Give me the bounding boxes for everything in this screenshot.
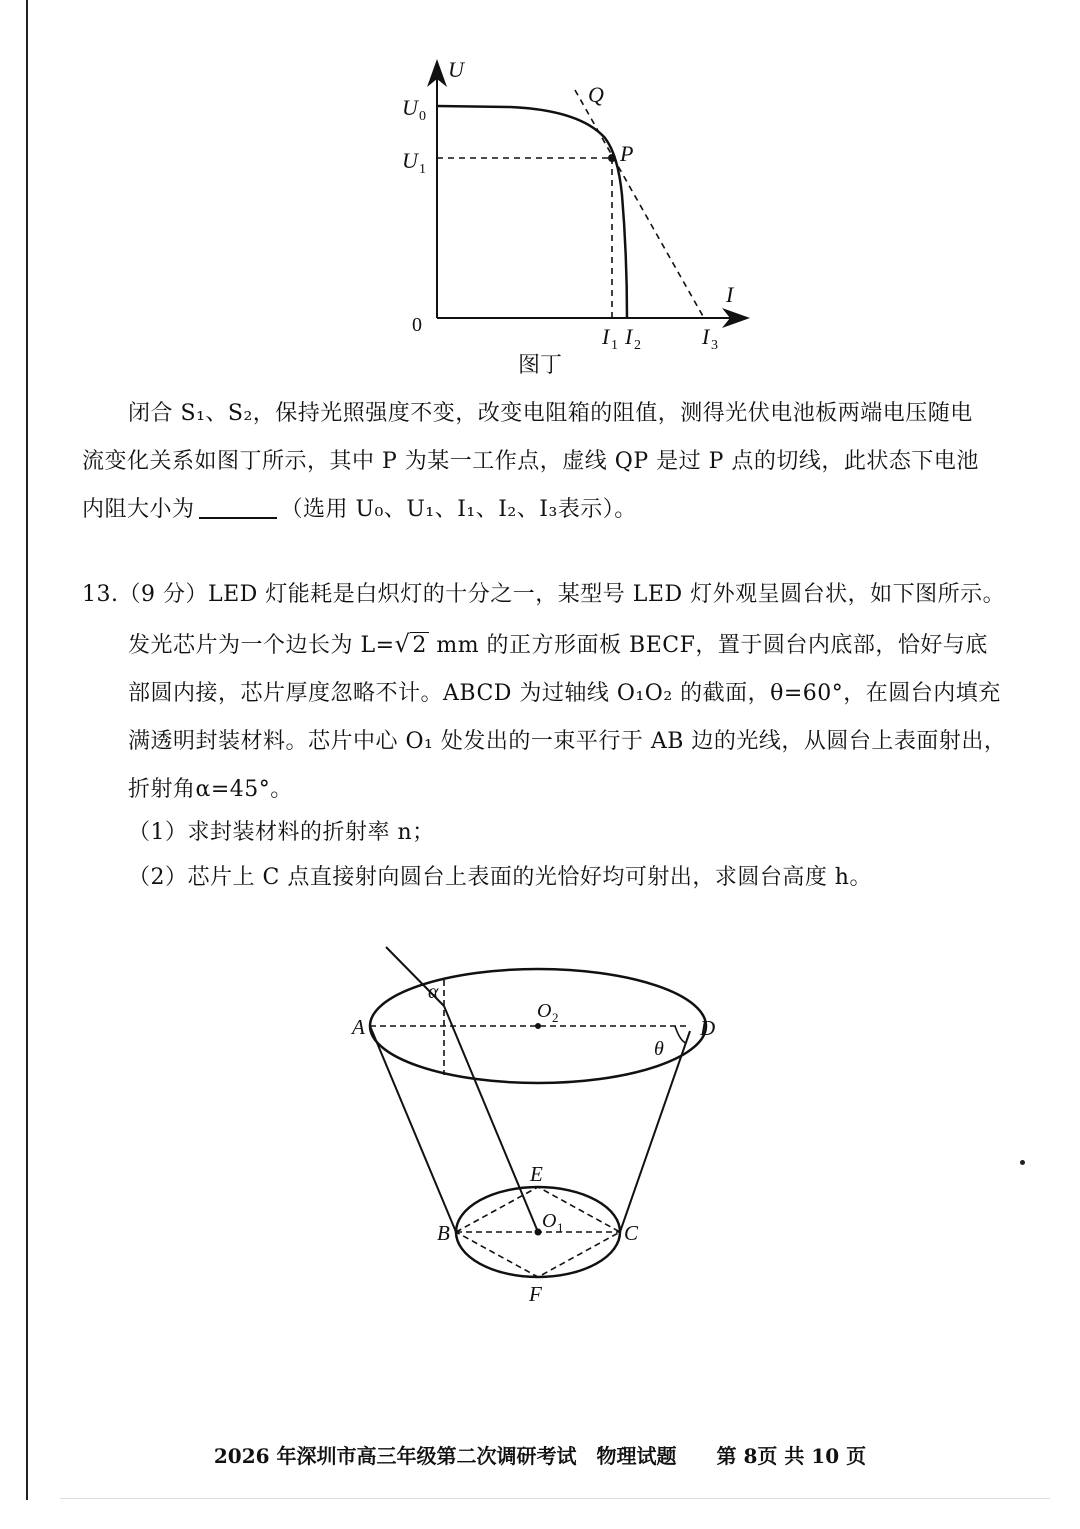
q12-line-1-text: 闭合 S₁、S₂，保持光照强度不变，改变电阻箱的阻值，测得光伏电池板两端电压随电	[128, 401, 973, 426]
origin-label: 0	[412, 314, 422, 336]
q13-line-4: 满透明封装材料。芯片中心 O₁ 处发出的一束平行于 AB 边的光线，从圆台上表面射出，	[128, 729, 1007, 754]
i1-subscript: 1	[611, 338, 618, 353]
light-ray-inside	[444, 1006, 538, 1232]
x-axis-label: I	[726, 282, 734, 307]
q13-line-2-text-b: mm 的正方形面板 BECF，置于圆台内底部，恰好与底	[428, 633, 988, 658]
label-o2: O	[537, 1000, 552, 1022]
y-axis-label: U	[448, 57, 464, 82]
q13-line-2-text-a: 发光芯片为一个边长为 L=	[128, 633, 395, 658]
u0-label: U	[402, 95, 418, 120]
i2-label: I	[625, 324, 633, 349]
p-label: P	[620, 141, 634, 166]
q12-line-2: 流变化关系如图丁所示，其中 P 为某一工作点，虚线 QP 是过 P 点的切线，此状态下电池	[82, 449, 979, 474]
left-margin-line	[26, 0, 28, 1500]
label-alpha: α	[428, 981, 439, 1003]
page-footer: 2026 年深圳市高三年级第二次调研考试 物理试题 第 8页 共 10 页	[213, 1444, 867, 1468]
sqrt-radicand: 2	[412, 633, 427, 658]
i1-label: I	[602, 324, 610, 349]
u0-subscript: 0	[419, 109, 426, 124]
q13-sub-1: （1）求封装材料的折射率 n；	[128, 820, 435, 845]
i3-subscript: 3	[711, 338, 718, 353]
q-label: Q	[588, 82, 604, 107]
q13-sub-2: （2）芯片上 C 点直接射向圆台上表面的光恰好均可射出，求圆台高度 h。	[128, 865, 872, 890]
q12-line-1	[82, 390, 1002, 438]
bottom-edge	[60, 1498, 1050, 1499]
tangent-line-qp	[575, 90, 704, 318]
iu-curve	[437, 106, 627, 318]
label-e: E	[530, 1162, 543, 1186]
side-dc	[620, 1031, 690, 1232]
theta-arc	[675, 1026, 686, 1043]
figure-ding-caption: 图丁	[518, 353, 563, 378]
figure-frustum	[340, 935, 740, 1315]
label-b: B	[437, 1221, 450, 1245]
q12-line-3-text-a: 内阻大小为	[82, 497, 195, 522]
label-o2-sub: 2	[552, 1010, 559, 1025]
point-o2	[535, 1023, 541, 1029]
figure-ding-graph	[380, 55, 780, 355]
i3-label: I	[702, 324, 710, 349]
q13-body	[128, 620, 1008, 814]
label-o1-sub: 1	[557, 1220, 564, 1235]
u1-label: U	[402, 148, 418, 173]
stray-dot	[1020, 1160, 1025, 1165]
q13-line-3: 部圆内接，芯片厚度忽略不计。ABCD 为过轴线 O₁O₂ 的截面，θ=60°，在圆台内填充	[128, 681, 1001, 706]
label-theta: θ	[654, 1038, 664, 1060]
q12-line-3	[82, 486, 1002, 534]
q13-line-2	[128, 620, 1008, 670]
sqrt-symbol: √	[394, 630, 411, 658]
side-ab	[370, 1026, 456, 1232]
label-d: D	[700, 1016, 716, 1040]
q13-line-5: 折射角α=45°。	[128, 777, 293, 802]
point-p	[608, 154, 616, 162]
q13-header: 13.（9 分）LED 灯能耗是白炽灯的十分之一，某型号 LED 灯外观呈圆台状，如下图所示。	[82, 582, 1006, 607]
q12-line-3-text-b: （选用 U₀、U₁、I₁、I₂、I₃表示）。	[280, 497, 637, 522]
point-o1	[535, 1229, 542, 1236]
label-c: C	[624, 1221, 639, 1245]
answer-blank[interactable]	[199, 495, 277, 519]
i2-subscript: 2	[634, 338, 641, 353]
u1-subscript: 1	[419, 162, 426, 177]
q12-paragraph	[82, 390, 1002, 534]
label-a: A	[352, 1015, 365, 1039]
label-f: F	[529, 1282, 542, 1306]
label-o1: O	[542, 1210, 557, 1232]
